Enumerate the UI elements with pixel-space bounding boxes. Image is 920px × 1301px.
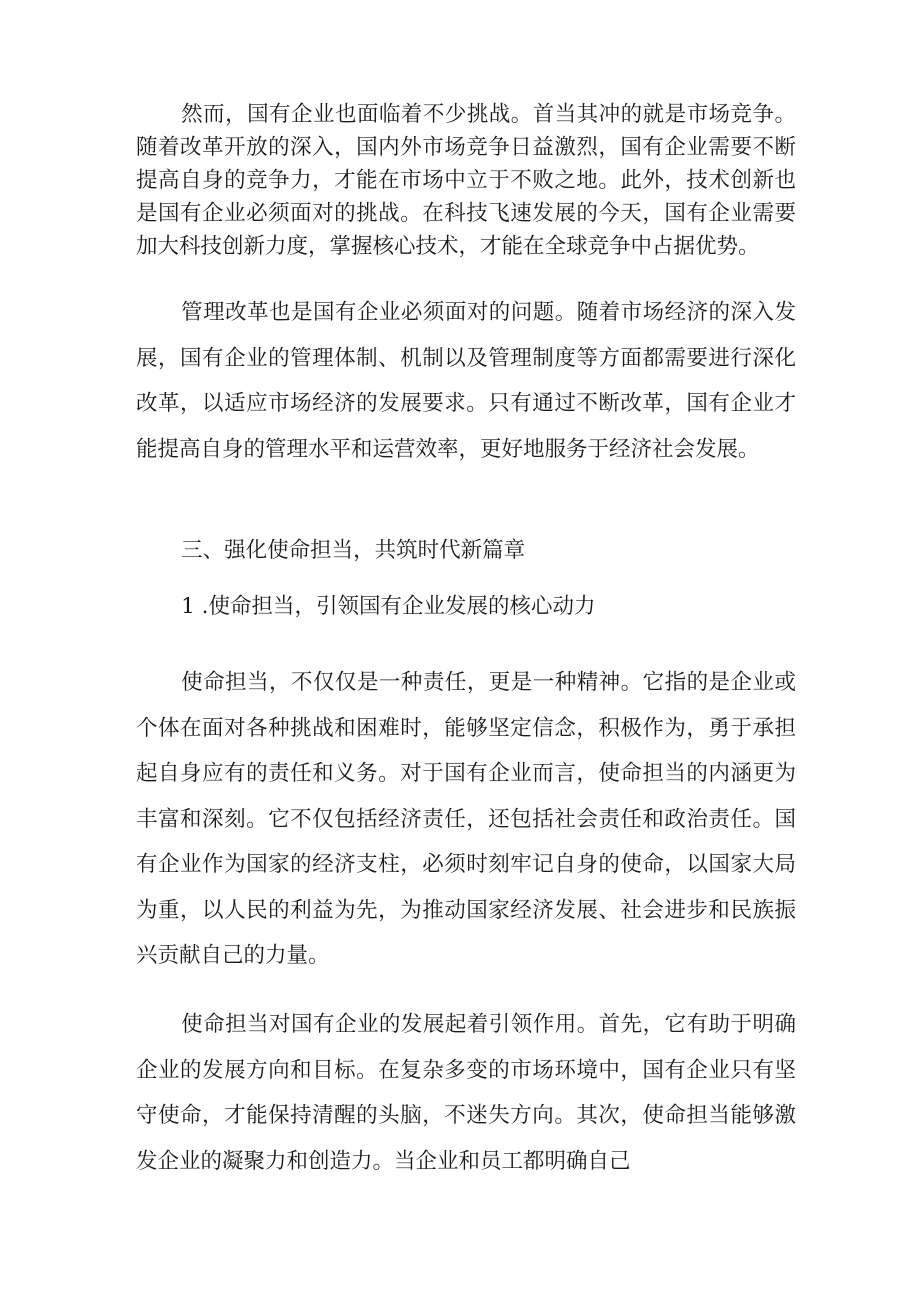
paragraph-challenges: 然而，国有企业也面临着不少挑战。首当其冲的就是市场竞争。随着改革开放的深入，国内外市场竞争日益激烈，国有企业需要不断提高自身的竞争力，才能在市场中立于不败之地。此外，技术创新也是国有企业必须面对的挑战。在科技飞速发展的今天，国有企业需要加大科技创新力度，掌握核心技术，才能在全球竞争中占据优势。: [136, 102, 796, 259]
subsection-heading: 1 .使命担当，引领国有企业发展的核心动力: [181, 594, 596, 619]
section-heading: 三、强化使命担当，共筑时代新篇章: [181, 538, 526, 563]
paragraph-mission-definition: 使命担当，不仅仅是一种责任，更是一种精神。它指的是企业或个体在面对各种挑战和困难时，能够坚定信念，积极作为，勇于承担起自身应有的责任和义务。对于国有企业而言，使命担当的内涵更为丰富和深刻。它不仅包括经济责任，还包括社会责任和政治责任。国有企业作为国家的经济支柱，必须时刻牢记自身的使命，以国家大局为重，以人民的利益为先，为推动国家经济发展、社会进步和民族振兴贡献自己的力量。: [136, 670, 796, 968]
paragraph-management-reform: 管理改革也是国有企业必须面对的问题。随着市场经济的深入发展，国有企业的管理体制、机制以及管理制度等方面都需要进行深化改革，以适应市场经济的发展要求。只有通过不断改革，国有企业才能提高自身的管理水平和运营效率，更好地服务于经济社会发展。: [136, 300, 796, 462]
paragraph-mission-role: 使命担当对国有企业的发展起着引领作用。首先，它有助于明确企业的发展方向和目标。在复杂多变的市场环境中，国有企业只有坚守使命，才能保持清醒的头脑，不迷失方向。其次，使命担当能够激发企业的凝聚力和创造力。当企业和员工都明确自己: [136, 1012, 796, 1174]
